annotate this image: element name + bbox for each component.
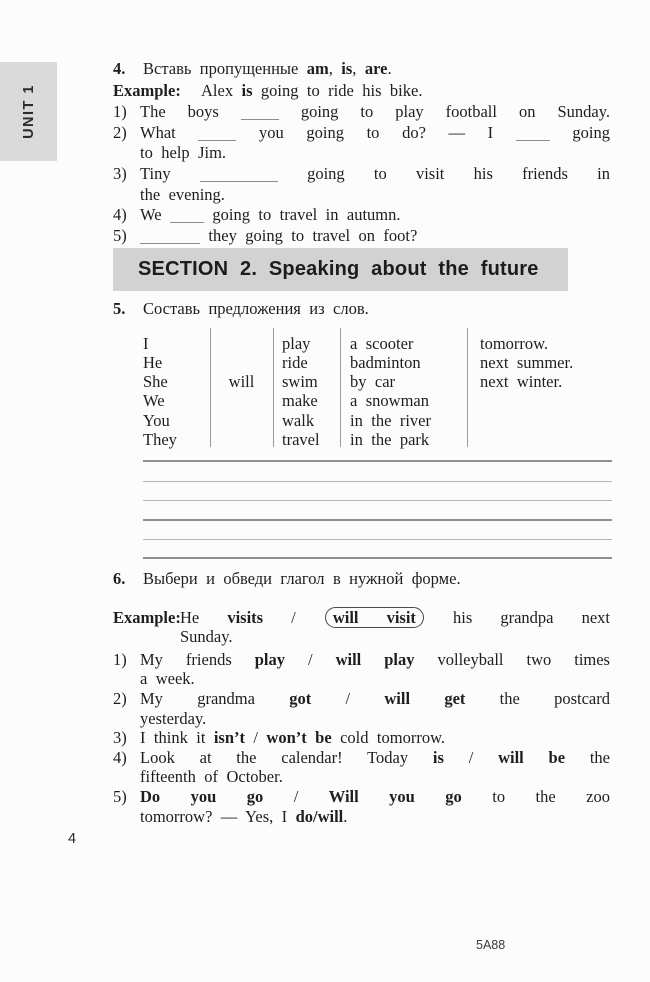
item-line [140,123,610,144]
table-cell: make [282,391,318,411]
item-text [140,650,610,689]
item-line [140,709,610,729]
item-number: 4) [113,205,127,225]
item-text [140,205,610,226]
bold-text: will play [335,649,415,669]
item-line [180,627,610,647]
item-line [140,226,610,247]
text-segment: / [245,728,267,748]
bold-text: Do you go [140,786,264,806]
column-separator [467,328,468,447]
blank-field[interactable] [198,131,236,141]
exercise-item [113,123,610,164]
example-text [180,608,610,647]
writing-line[interactable] [143,443,612,462]
item-number: 2) [113,122,127,142]
bold-text: play [254,649,285,669]
table-cell: next winter. [480,372,563,392]
exercise-instruction [143,59,610,80]
text-segment: going to travel in autumn. [204,205,401,225]
item-text [140,102,610,123]
exercise-number: 4. [113,59,126,78]
text-segment: you going to do? — I [236,122,516,142]
text-segment: going to ride his bike. [252,80,423,100]
table-cell: walk [282,410,315,430]
text-segment: a week. [140,669,195,689]
bold-text: isn’t [213,728,245,748]
example-label: Example: [113,80,181,100]
page-number: 4 [68,831,77,847]
text-segment: / [263,607,324,627]
item-line [140,185,610,206]
item-text [140,689,610,728]
item-number: 2) [113,688,127,708]
exercise-item [113,226,610,247]
text-segment: tomorrow? — Yes, I [140,806,296,826]
text-segment: He [180,607,228,627]
item-number: 1) [113,102,127,122]
item-line [140,669,610,689]
table-cell: They [143,429,177,449]
table-cell: He [143,352,163,372]
text-segment: Look at the calendar! Today [140,747,433,767]
example-label: Example: [113,607,181,627]
table-column-time [480,334,573,392]
item-number: 5) [113,786,127,806]
item-line [140,650,610,670]
table-column-objects [350,334,431,450]
item-number: 3) [113,163,127,183]
text-segment: / [311,688,385,708]
text-segment: going to visit his friends in [277,163,610,183]
item-number: 3) [113,728,127,748]
exercise-instruction: Выбери и обведи глагол в нужной форме. [143,569,461,588]
exercise-item [113,205,610,226]
item-line [140,728,610,748]
table-column-auxiliary: will [228,372,255,392]
writing-line[interactable] [143,482,612,501]
exercise-item [113,650,610,689]
table-cell: badminton [350,352,421,372]
table-cell: You [143,410,170,430]
bold-text: will be [498,747,566,767]
bold-text: got [289,688,312,708]
text-segment: yesterday. [140,708,207,728]
exercise-6 [113,569,610,826]
bold-text: do/will [295,806,344,826]
book-code: 5A88 [476,938,506,952]
table-cell: a snowman [350,391,429,411]
item-text [140,787,610,826]
column-separator [273,328,274,447]
table-cell: tomorrow. [480,333,549,353]
bold-text: Will you go [328,786,462,806]
text-segment: Tiny [140,163,200,183]
blank-field[interactable] [241,110,279,120]
table-cell: I [143,333,149,353]
text-segment: / [285,649,336,669]
unit-tab [0,62,57,161]
item-number: 5) [113,225,127,245]
writing-line[interactable] [143,462,612,481]
text-segment: We [140,205,170,225]
example-text [201,81,610,102]
exercise-number: 5. [113,299,126,318]
table-cell: play [282,333,311,353]
item-number: 1) [113,649,127,669]
section-title: SECTION 2. Speaking about the future [138,258,539,280]
table-column-pronouns [143,334,177,450]
exercise-5 [113,299,610,319]
exercise-5-header [113,299,610,319]
item-line [140,748,610,768]
exercise-4 [113,59,610,246]
writing-line[interactable] [143,540,612,559]
blank-field[interactable] [140,234,200,244]
bold-text: will get [384,688,466,708]
item-line [180,608,610,628]
exercise-6-items [113,650,610,826]
item-line [140,807,610,827]
bold-text: are [364,59,388,78]
text-segment: fifteenth of October. [140,767,283,787]
bold-text: is [432,747,444,767]
table-cell: next summer. [480,352,574,372]
text-segment: Вставь пропущенные [143,59,307,78]
writing-line[interactable] [143,501,612,520]
table-cell: ride [282,352,308,372]
section-header [113,248,568,291]
table-cell: in the park [350,429,430,449]
bold-text: won’t be [266,728,332,748]
table-cell: by car [350,372,396,392]
item-line [140,205,610,226]
circled-answer: will visit [325,607,424,628]
text-segment: to help Jim. [140,143,227,163]
text-segment: . [343,806,348,826]
text-segment: My grandma [140,688,290,708]
text-segment: . [387,59,392,78]
item-line [140,767,610,787]
bold-text: is [241,80,253,100]
text-segment: Sunday. [180,627,233,647]
text-segment: What [140,122,199,142]
table-cell: travel [282,429,320,449]
exercise-6-header [113,569,610,589]
item-line [140,689,610,709]
text-segment: I think it [140,728,214,748]
exercise-item [113,689,610,728]
text-segment: The boys [140,102,241,122]
text-segment: Alex [201,80,242,100]
text-segment: My friends [140,649,255,669]
item-text [140,226,610,247]
writing-lines [143,443,612,559]
text-segment: they going to travel on foot? [200,225,418,245]
item-number: 4) [113,747,127,767]
table-cell: swim [282,372,318,392]
text-segment: / [443,747,499,767]
unit-tab-label: UNIT 1 [20,84,37,139]
text-segment: to the zoo [461,786,610,806]
blank-field[interactable] [200,172,278,182]
text-segment: the [565,747,611,767]
bold-text: visits [227,607,264,627]
text-segment: cold tomorrow. [331,728,446,748]
item-text [140,123,610,164]
exercise-instruction: Составь предложения из слов. [143,299,369,318]
exercise-item [113,102,610,123]
item-line [140,102,610,123]
exercise-item [113,748,610,787]
text-segment: the postcard [465,688,611,708]
exercise-item [113,164,610,205]
column-separator [340,328,341,447]
text-segment: , [352,59,365,78]
item-line [140,787,610,807]
table-column-verbs [282,334,320,450]
bold-text: is [341,59,353,78]
text-segment: going [549,122,610,142]
exercise-number: 6. [113,569,126,588]
table-cell: a scooter [350,333,414,353]
text-segment: , [328,59,342,78]
table-cell: We [143,391,165,411]
text-segment: the evening. [140,184,225,204]
blank-field[interactable] [516,131,550,141]
item-line [140,164,610,185]
text-segment: his grandpa next [424,607,610,627]
bold-text: am [306,59,329,78]
text-segment: / [263,786,329,806]
text-segment: volleyball two times [414,649,610,669]
text-segment: going to play football on Sunday. [278,102,610,122]
item-text [140,164,610,205]
item-line [140,143,610,164]
exercise-item [113,728,610,748]
blank-field[interactable] [170,213,204,223]
table-cell: in the river [350,410,431,430]
item-text [140,748,610,787]
exercise-4-items [113,102,610,246]
table-cell: She [143,372,168,392]
exercise-4-header [113,59,610,80]
writing-line[interactable] [143,521,612,540]
example-row [113,608,610,647]
item-text [140,728,610,748]
exercise-item [113,787,610,826]
example-row [113,81,610,102]
word-table [113,326,610,449]
